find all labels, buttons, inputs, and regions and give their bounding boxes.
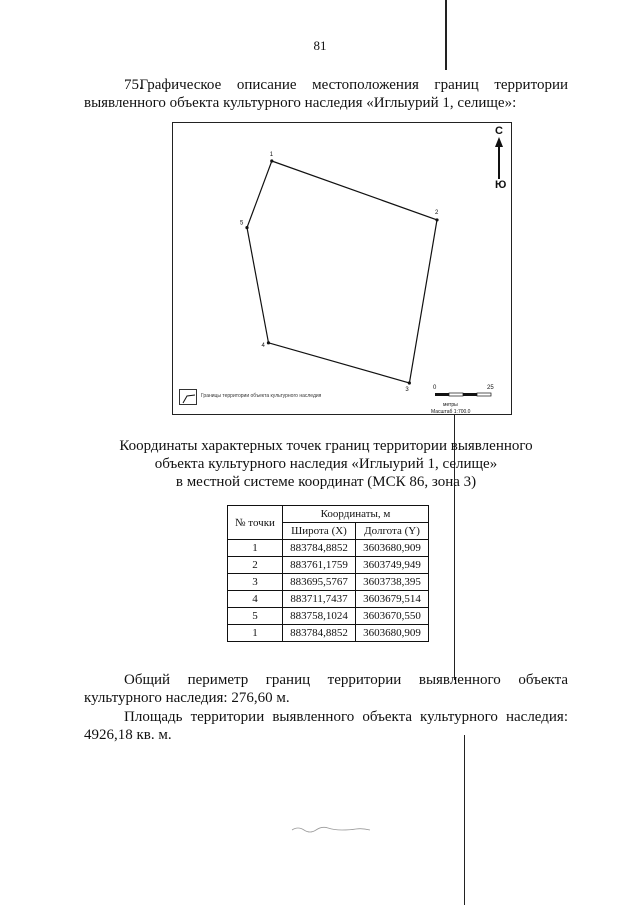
north-letter: С bbox=[495, 125, 503, 137]
boundary-map-drawing bbox=[173, 123, 513, 416]
coordinates-table bbox=[227, 505, 429, 642]
scan-edge-line bbox=[445, 0, 447, 70]
boundary-polygon bbox=[247, 161, 437, 383]
cell-longitude: 3603680,909 bbox=[356, 540, 429, 557]
cell-point: 5 bbox=[228, 608, 283, 625]
table-row bbox=[228, 591, 429, 608]
north-arrow-head-icon bbox=[495, 137, 503, 147]
cell-point: 4 bbox=[228, 591, 283, 608]
cell-point: 1 bbox=[228, 625, 283, 642]
boundary-point-label: 4 bbox=[261, 342, 265, 349]
table-row bbox=[228, 625, 429, 642]
boundary-point-label: 1 bbox=[269, 152, 274, 158]
cell-latitude: 883695,5767 bbox=[283, 574, 356, 591]
table-row bbox=[228, 574, 429, 591]
section-heading bbox=[84, 76, 568, 112]
boundary-point-marker bbox=[267, 341, 270, 344]
header-point-number: № точки bbox=[228, 506, 283, 540]
scale-bar-segment bbox=[435, 393, 449, 396]
boundary-point-label: 5 bbox=[240, 220, 244, 227]
section-number: 75. bbox=[124, 77, 143, 93]
cell-latitude: 883711,7437 bbox=[283, 591, 356, 608]
legend-text: Границы территории объекта культурного наследия bbox=[201, 393, 322, 399]
scale-max-label: 25 bbox=[487, 385, 494, 391]
scale-bar-segment bbox=[477, 393, 491, 396]
header-latitude: Широта (X) bbox=[283, 523, 356, 540]
coordinates-title bbox=[84, 437, 568, 491]
boundary-point-label: 2 bbox=[435, 209, 439, 216]
scale-unit-label: метры bbox=[443, 402, 458, 408]
coordinates-title-line: Координаты характерных точек границ территории выявленного bbox=[119, 438, 533, 454]
section-heading-text: Графическое описание местоположения границ территории выявленного объекта культурного наследия «Иглыурий 1, селище»: bbox=[84, 77, 568, 111]
cell-point: 1 bbox=[228, 540, 283, 557]
cell-longitude: 3603749,949 bbox=[356, 557, 429, 574]
header-coordinates: Координаты, м bbox=[283, 506, 429, 523]
boundary-map bbox=[172, 122, 512, 415]
scan-edge-line bbox=[464, 735, 465, 905]
table-row bbox=[228, 608, 429, 625]
perimeter-paragraph: Общий периметр границ территории выявленного объекта культурного наследия: 276,60 м. bbox=[84, 672, 568, 706]
cell-point: 2 bbox=[228, 557, 283, 574]
scale-bar-segment bbox=[463, 393, 477, 396]
table-row bbox=[228, 540, 429, 557]
stamp-scribble bbox=[290, 820, 380, 840]
header-longitude: Долгота (Y) bbox=[356, 523, 429, 540]
boundary-point-marker bbox=[270, 159, 273, 162]
cell-latitude: 883758,1024 bbox=[283, 608, 356, 625]
coordinates-title-line: объекта культурного наследия «Иглыурий 1, селище» bbox=[154, 456, 498, 472]
boundary-point-marker bbox=[408, 381, 411, 384]
boundary-point-label: 3 bbox=[405, 387, 409, 393]
cell-latitude: 883784,8852 bbox=[283, 540, 356, 557]
page-number: 81 bbox=[313, 38, 327, 53]
boundary-point-marker bbox=[245, 226, 248, 229]
cell-point: 3 bbox=[228, 574, 283, 591]
scale-text: Масштаб 1:700.0 bbox=[431, 409, 471, 415]
cell-longitude: 3603680,909 bbox=[356, 625, 429, 642]
cell-longitude: 3603738,395 bbox=[356, 574, 429, 591]
boundary-point-marker bbox=[435, 218, 438, 221]
scale-bar-segment bbox=[449, 393, 463, 396]
legend-box bbox=[179, 389, 197, 405]
coordinates-title-line: в местной системе координат (МСК 86, зона 3) bbox=[175, 474, 477, 490]
cell-latitude: 883761,1759 bbox=[283, 557, 356, 574]
table-row bbox=[228, 557, 429, 574]
cell-longitude: 3603679,514 bbox=[356, 591, 429, 608]
scale-zero-label: 0 bbox=[433, 385, 437, 391]
cell-latitude: 883784,8852 bbox=[283, 625, 356, 642]
south-letter: Ю bbox=[495, 179, 507, 191]
area-paragraph: Площадь территории выявленного объекта культурного наследия: 4926,18 кв. м. bbox=[84, 709, 568, 743]
cell-longitude: 3603670,550 bbox=[356, 608, 429, 625]
scan-edge-line bbox=[454, 380, 455, 680]
